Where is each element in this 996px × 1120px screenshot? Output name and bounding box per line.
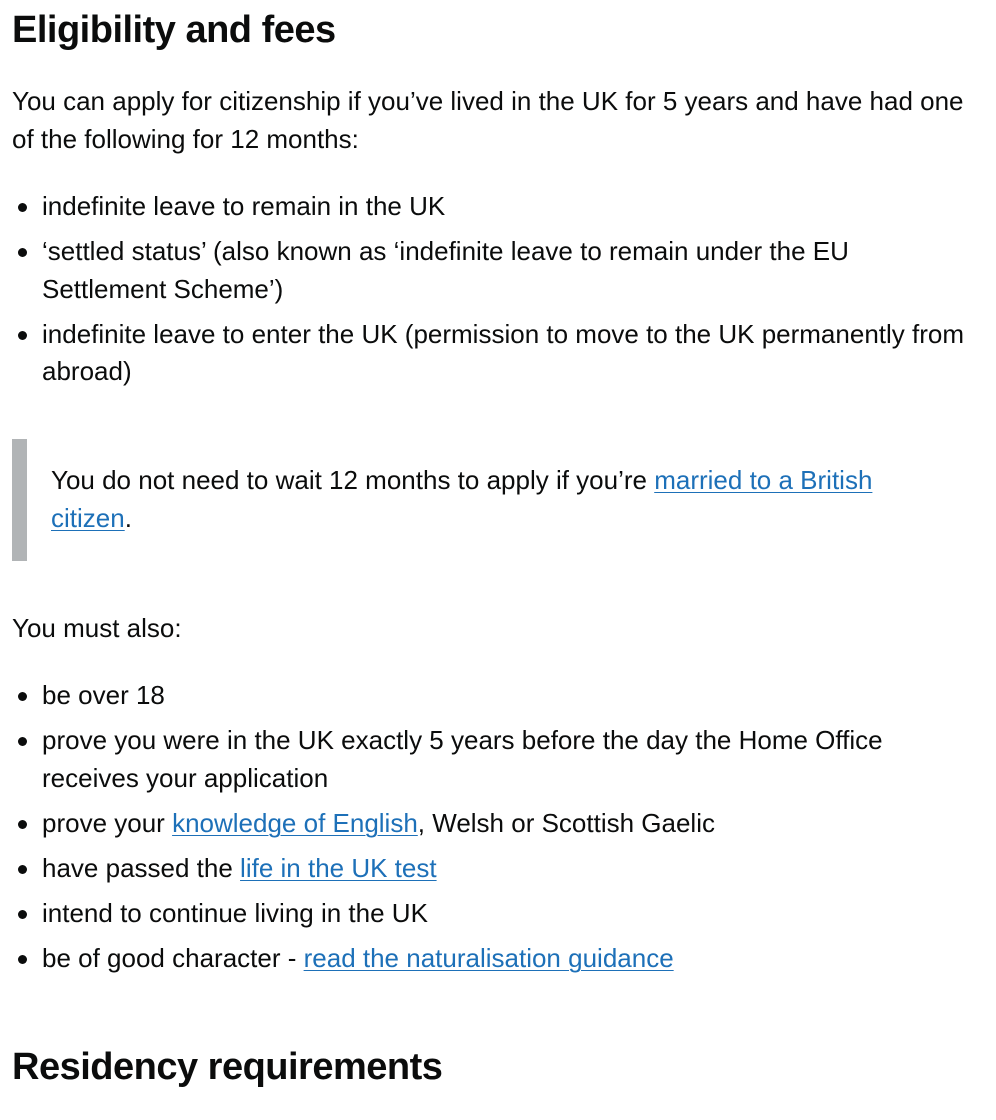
- status-list: [12, 188, 972, 398]
- list-item: [12, 722, 972, 797]
- inset-text-after: .: [124, 502, 132, 533]
- list-item: [12, 805, 972, 843]
- list-item-text: be of good character -: [42, 942, 304, 973]
- requirements-list: [12, 677, 972, 985]
- bullet-icon: [18, 203, 27, 212]
- inset-text-before: You do not need to wait 12 months to apply if you’re: [51, 465, 655, 495]
- knowledge-of-english-link[interactable]: knowledge of English: [172, 807, 418, 838]
- list-item-text: indefinite leave to remain in the UK: [42, 191, 446, 221]
- list-item-text: have passed the: [42, 852, 241, 883]
- list-item-text: prove you were in the UK exactly 5 years before the day the Home Office receives your application: [42, 725, 883, 793]
- list-item: [12, 233, 972, 308]
- section-heading-eligibility: Eligibility and fees: [12, 9, 336, 51]
- bullet-icon: [18, 248, 27, 257]
- list-item-text: intend to continue living in the UK: [42, 897, 428, 928]
- bullet-icon: [18, 331, 27, 340]
- list-item: [12, 850, 972, 888]
- list-item: [12, 188, 972, 226]
- list-item-text: ‘settled status’ (also known as ‘indefinite leave to remain under the EU Settlement Scheme’): [42, 236, 849, 304]
- list-item: [12, 895, 972, 933]
- bullet-icon: [18, 692, 27, 701]
- bullet-icon: [18, 865, 27, 874]
- list-item-text: prove your: [42, 807, 173, 838]
- must-also-paragraph: You must also:: [12, 613, 182, 643]
- bullet-icon: [18, 820, 27, 829]
- intro-paragraph: You can apply for citizenship if you’ve lived in the UK for 5 years and have had one of the following for 12 months:: [12, 86, 964, 154]
- list-item: [12, 940, 972, 978]
- list-item: [12, 316, 972, 391]
- list-item: [12, 677, 972, 715]
- section-heading-residency: Residency requirements: [12, 1046, 443, 1088]
- married-to-british-citizen-link[interactable]: married to a British citizen: [51, 465, 873, 533]
- list-item-text: indefinite leave to enter the UK (permission to move to the UK permanently from abroad): [42, 318, 964, 386]
- bullet-icon: [18, 910, 27, 919]
- life-in-uk-test-link[interactable]: life in the UK test: [240, 852, 437, 883]
- bullet-icon: [18, 737, 27, 746]
- inset-text: [12, 439, 967, 561]
- list-item-text: be over 18: [42, 680, 165, 710]
- inset-paragraph: [51, 462, 931, 537]
- naturalisation-guidance-link[interactable]: read the naturalisation guidance: [303, 942, 674, 973]
- bullet-icon: [18, 955, 27, 964]
- list-item-text: , Welsh or Scottish Gaelic: [417, 807, 715, 838]
